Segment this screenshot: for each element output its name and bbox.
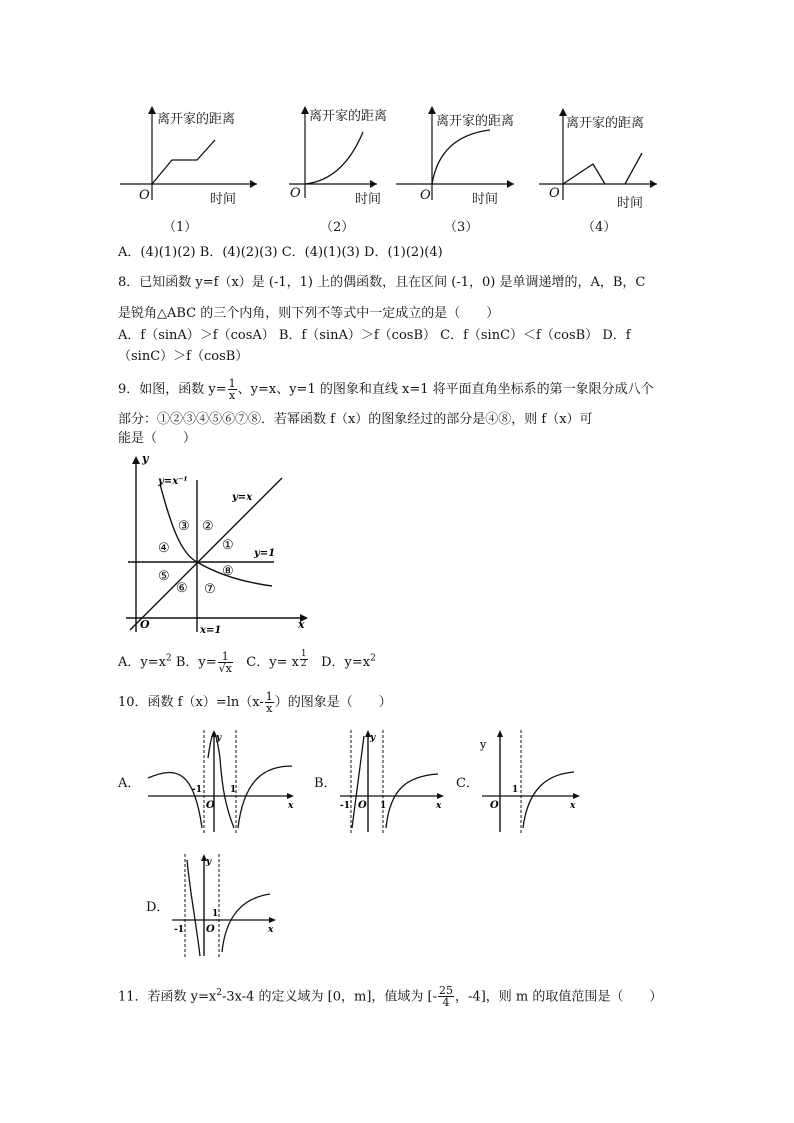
q10-graph-a-svg xyxy=(146,728,298,834)
q9-y-axis-label: y xyxy=(142,452,149,465)
svg-text:x: x xyxy=(570,801,576,811)
q9-label-inv: y=x⁻¹ xyxy=(158,476,188,487)
q10-label-c: C． xyxy=(456,776,479,791)
q11-fraction: $\frac{25}{4}$ xyxy=(439,984,454,1010)
q7-graph-3-origin: O xyxy=(420,188,431,203)
q7-graph-3-ylabel: 离开家的距离 xyxy=(436,114,515,129)
q7-graph-4-ylabel: 离开家的距离 xyxy=(566,116,645,131)
q10-graph-d-svg xyxy=(170,852,282,958)
svg-text:-1: -1 xyxy=(192,785,202,795)
q9-option-d: D．$y=x^2$ xyxy=(321,654,376,671)
q7-graph-4-origin: O xyxy=(549,186,560,201)
q7-graph-2 xyxy=(285,100,395,210)
q9-option-a: A．$y=x^2$ xyxy=(118,654,172,671)
q7-caption-1: （1） xyxy=(163,220,198,235)
q9-label-y1: y=1 xyxy=(254,548,276,559)
q10-label-b: B． xyxy=(314,776,337,791)
svg-text:1: 1 xyxy=(230,785,237,795)
svg-text:y: y xyxy=(216,733,222,743)
q7-graph-4-xlabel: 时间 xyxy=(617,196,644,211)
q10-graph-c-svg xyxy=(478,728,588,834)
q9-label-yx: y=x xyxy=(232,492,253,503)
q9-line-1-pre: 9．如图，函数 y= xyxy=(118,382,227,397)
q9-region-8: ⑧ xyxy=(222,564,234,579)
q8-line-3: A．f（sinA）＞f（cosA） B．f（sinA）＞f（cosB） C．f（sinC）＜f（cosB） D．f xyxy=(118,328,631,343)
q11-stem: 11．若函数 $y=x^2-3x-4$ 的定义域为 [0，m]，值域为 [- $\frac{25}{4}$ ，-4]，则 m 的取值范围是（ ） xyxy=(118,984,663,1010)
q7-graph-2-ylabel: 离开家的距离 xyxy=(309,109,388,124)
q7-graph-1-origin: O xyxy=(139,188,150,203)
svg-text:x: x xyxy=(288,801,294,811)
q9-option-b: B．y= $\frac{1}{√x}$ xyxy=(175,650,232,676)
q7-caption-2: （2） xyxy=(320,220,355,235)
q7-caption-3: （3） xyxy=(444,220,479,235)
svg-text:y: y xyxy=(480,738,487,751)
q8-line-1: 8．已知函数 y=f（x）是 (-1，1) 上的偶函数，且在区间 (-1，0) 是单调递增的，A，B，C xyxy=(118,275,646,290)
q7-graph-2-xlabel: 时间 xyxy=(355,192,382,207)
svg-text:1: 1 xyxy=(212,909,219,919)
q7-graph-1 xyxy=(115,100,265,210)
q9-region-6: ⑥ xyxy=(176,581,188,596)
q9-fraction xyxy=(228,378,237,401)
q10-graph-a xyxy=(146,728,298,834)
q8-line-2: 是锐角△ABC 的三个内角，则下列不等式中一定成立的是（ ） xyxy=(118,306,500,321)
q9-option-c: C．y= x $\frac{1}{2}$ xyxy=(246,649,307,671)
q9-region-2: ② xyxy=(202,519,214,534)
svg-text:-1: -1 xyxy=(340,801,350,811)
q9-figure xyxy=(122,450,314,638)
svg-text:x: x xyxy=(436,801,442,811)
q9-frac-den: x xyxy=(229,389,236,402)
q7-options: A．(4)(1)(2) B．(4)(2)(3) C．(4)(1)(3) D．(1)(2)(4) xyxy=(118,245,443,260)
q9-figure-svg xyxy=(122,450,314,638)
q10-graph-b-svg xyxy=(338,728,448,834)
q7-graph-3-xlabel: 时间 xyxy=(472,192,499,207)
svg-text:O: O xyxy=(358,800,367,811)
q10-graph-c xyxy=(478,728,588,834)
q9-options xyxy=(118,650,376,674)
q7-graph-1-ylabel: 离开家的距离 xyxy=(157,112,236,127)
q10-label-a: A． xyxy=(118,776,141,791)
q10-label-d: D． xyxy=(146,900,170,915)
q9-frac-num: 1 xyxy=(228,377,236,390)
q9-line-1 xyxy=(118,378,654,401)
svg-text:O: O xyxy=(206,924,215,935)
svg-text:y: y xyxy=(370,733,376,743)
q7-graph-1-xlabel: 时间 xyxy=(210,192,237,207)
q10-graph-d xyxy=(170,852,282,958)
q9-origin-label: O xyxy=(140,618,150,631)
q9-region-7: ⑦ xyxy=(204,582,216,597)
q9-line-2: 部分：①②③④⑤⑥⑦⑧．若幂函数 f（x）的图象经过的部分是④⑧，则 f（x）可 xyxy=(118,412,593,427)
q10-graph-b xyxy=(338,728,448,834)
q9-region-4: ④ xyxy=(158,541,170,556)
q7-graph-4 xyxy=(535,100,670,210)
q10-fraction: $\frac{1}{x}$ xyxy=(265,690,273,715)
q9-region-3: ③ xyxy=(178,519,190,534)
svg-text:O: O xyxy=(490,800,499,811)
svg-text:-1: -1 xyxy=(174,925,184,935)
q7-graph-2-origin: O xyxy=(290,186,301,201)
q9-line-3: 能是（ ） xyxy=(118,431,197,446)
svg-text:O: O xyxy=(206,800,215,811)
q9-label-x1: x=1 xyxy=(200,625,222,636)
q10-stem: 10．函数 f（x）=ln（x- $\frac{1}{x}$ ）的图象是（ ） xyxy=(118,690,392,715)
q9-x-axis-label: x xyxy=(298,618,305,631)
q9-region-5: ⑤ xyxy=(158,569,170,584)
q9-region-1: ① xyxy=(222,538,234,553)
svg-text:1: 1 xyxy=(512,785,519,795)
q7-graph-3 xyxy=(392,100,522,210)
q8-line-4: （sinC）＞f（cosB） xyxy=(118,349,249,364)
q9-line-1-post: 、y=x、y=1 的图象和直线 x=1 将平面直角坐标系的第一象限分成八个 xyxy=(237,382,654,397)
svg-text:y: y xyxy=(206,857,212,867)
svg-text:x: x xyxy=(268,925,274,935)
q7-caption-4: （4） xyxy=(582,220,617,235)
svg-text:1: 1 xyxy=(380,801,387,811)
